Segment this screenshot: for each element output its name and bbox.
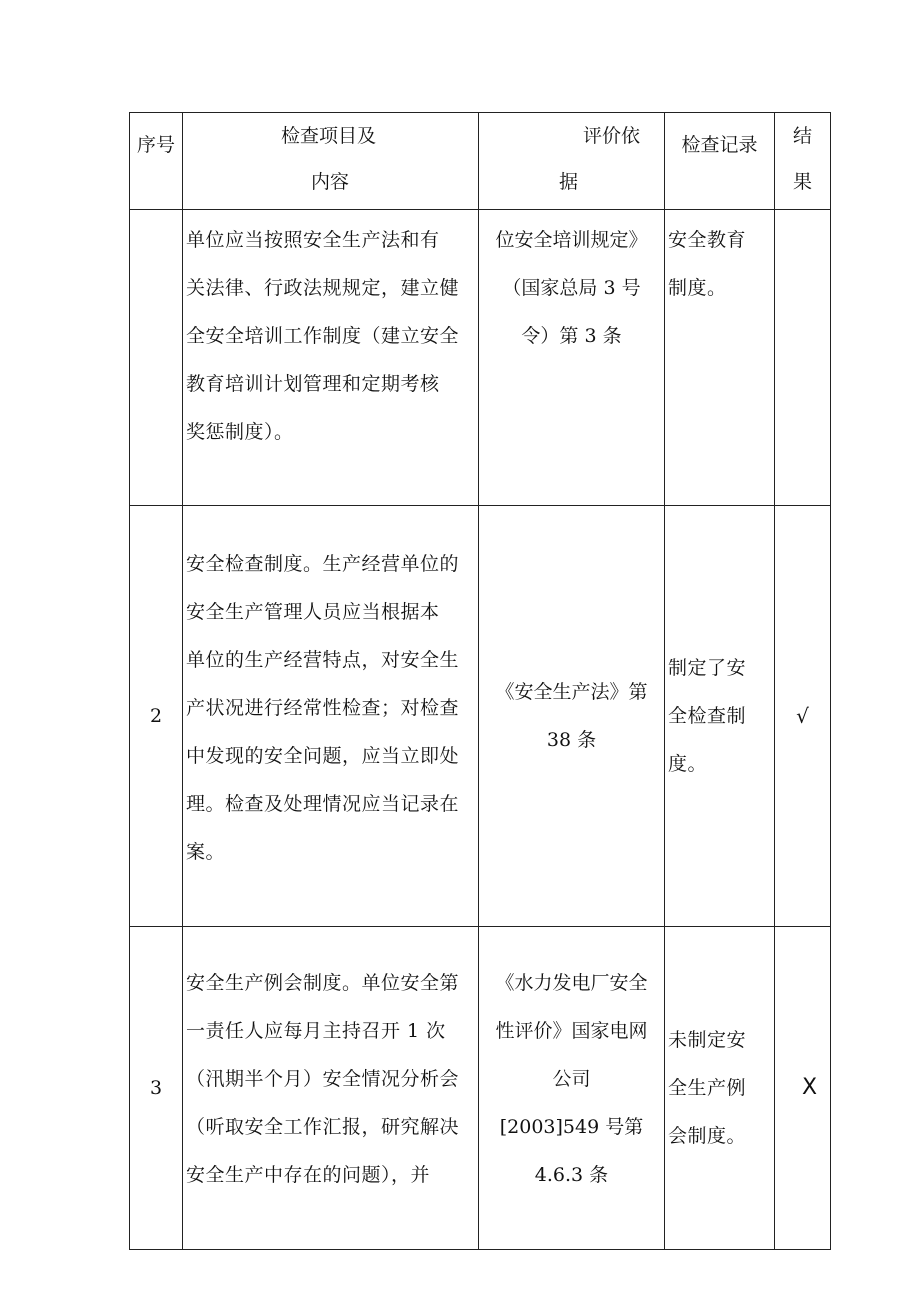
- row-basis: 位安全培训规定》 （国家总局 3 号 令）第 3 条: [479, 210, 665, 506]
- header-basis-line1: 评价依: [582, 125, 640, 147]
- header-record: 检查记录: [665, 113, 775, 210]
- row-record: 未制定安 全生产例 会制度。: [665, 927, 775, 1250]
- row-item: 安全检查制度。生产经营单位的 安全生产管理人员应当根据本 单位的生产经营特点，对安全生 产状况进行经常性检查；对检查 中发现的安全问题，应当立即处 理。检查及处理情况应当记录在 案。: [183, 506, 479, 927]
- row-record: 安全教育 制度。: [665, 210, 775, 506]
- row-item: 单位应当按照安全生产法和有 关法律、行政法规规定，建立健 全安全培训工作制度（建立安全 教育培训计划管理和定期考核 奖惩制度）。: [183, 210, 479, 506]
- header-basis: [479, 113, 665, 210]
- table-row: [130, 927, 831, 1250]
- header-item-line1: 检查项目及: [280, 125, 376, 147]
- row-no: 2: [130, 506, 183, 927]
- table-row: [130, 210, 831, 506]
- row-result: [775, 506, 831, 927]
- header-basis-line2: 据: [559, 171, 579, 193]
- header-no: 序号: [130, 113, 183, 210]
- table-header-row: [130, 113, 831, 210]
- row-basis: 《水力发电厂安全 性评价》国家电网 公司 [2003]549 号第 4.6.3 条: [479, 927, 665, 1250]
- inspection-table: [129, 112, 831, 1250]
- header-item: [183, 113, 479, 210]
- row-no: 3: [130, 927, 183, 1250]
- row-record: 制定了安 全检查制 度。: [665, 506, 775, 927]
- cross-mark-icon: X: [801, 1075, 818, 1100]
- row-result: [775, 210, 831, 506]
- header-result-line1: 结: [792, 125, 812, 147]
- check-mark-icon: √: [796, 704, 809, 728]
- row-no: [130, 210, 183, 506]
- table-row: [130, 506, 831, 927]
- row-result: [775, 927, 831, 1250]
- row-item: 安全生产例会制度。单位安全第 一责任人应每月主持召开 1 次 （汛期半个月）安全情况分析会 （听取安全工作汇报，研究解决 安全生产中存在的问题），并: [183, 927, 479, 1250]
- row-basis: 《安全生产法》第 38 条: [479, 506, 665, 927]
- header-result-line2: 果: [792, 171, 812, 193]
- header-item-line2: 内容: [311, 171, 350, 193]
- header-result: [775, 113, 831, 210]
